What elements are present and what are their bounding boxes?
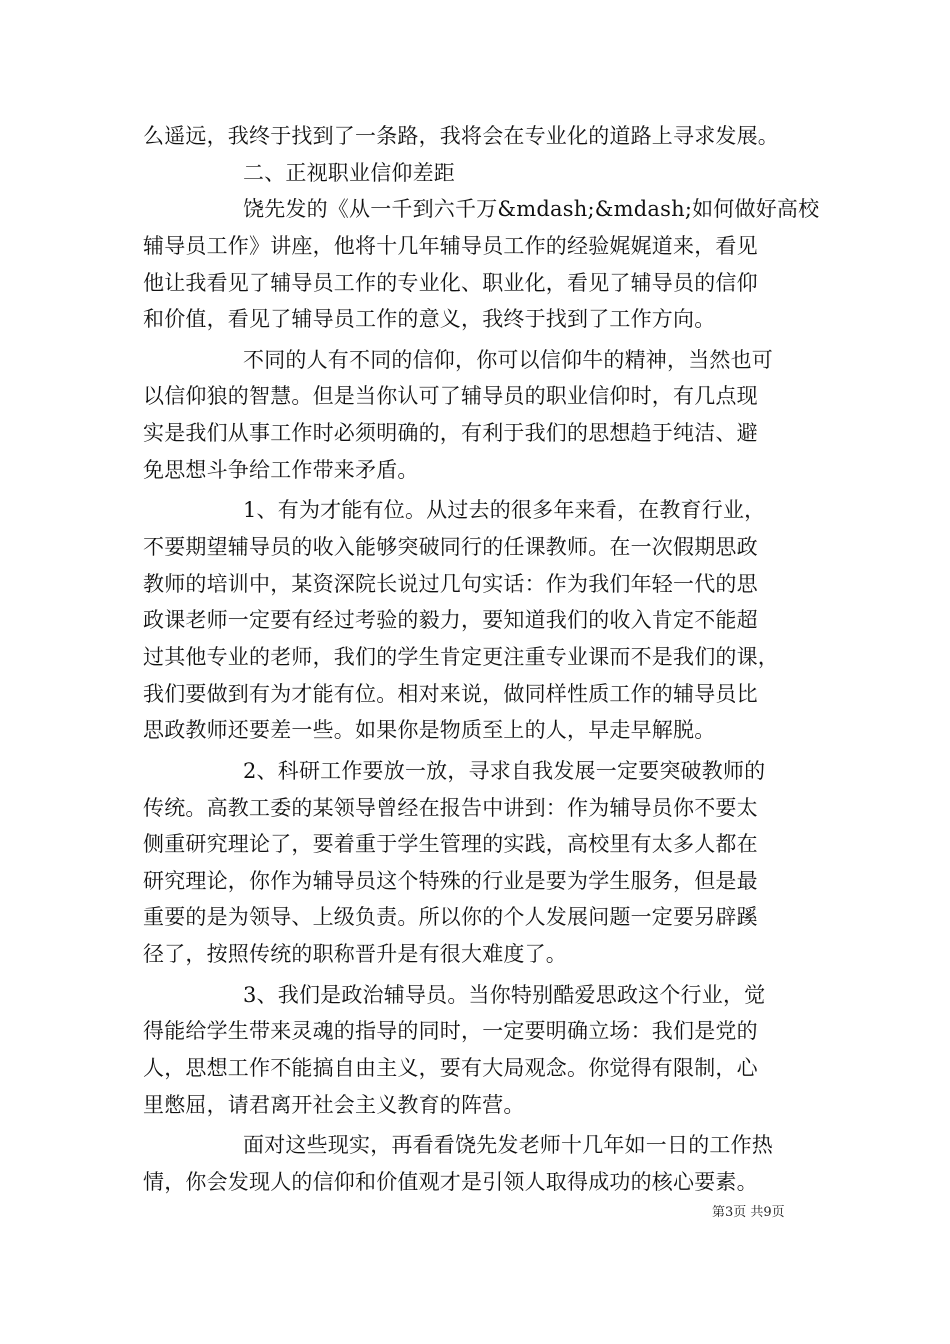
text-line: 么遥远，我终于找到了一条路，我将会在专业化的道路上寻求发展。 xyxy=(143,124,779,148)
text-line: 1、有为才能有位。从过去的很多年来看，在教育行业， xyxy=(243,498,766,523)
text-line: 思政教师还要差一些。如果你是物质至上的人，早走早解脱。 xyxy=(143,718,716,743)
text-line: 径了，按照传统的职称晋升是有很大难度了。 xyxy=(143,942,567,967)
text-line: 2、科研工作要放一放，寻求自我发展一定要突破教师的 xyxy=(243,758,766,783)
text-line: 侧重研究理论了，要着重于学生管理的实践，高校里有太多人都在 xyxy=(143,832,758,857)
text-line: 实是我们从事工作时必须明确的，有利于我们的思想趋于纯洁、避 xyxy=(143,421,758,446)
document-body xyxy=(143,118,820,1201)
text-line: 重要的是为领导、上级负责。所以你的个人发展问题一定要另辟蹊 xyxy=(143,905,758,930)
text-line: 情，你会发现人的信仰和价值观才是引领人取得成功的核心要素。 xyxy=(143,1169,758,1194)
text-line: 里憋屈，请君离开社会主义教育的阵营。 xyxy=(143,1092,525,1117)
text-line: 3、我们是政治辅导员。当你特别酷爱思政这个行业，觉 xyxy=(243,982,766,1007)
text-line: 不要期望辅导员的收入能够突破同行的任课教师。在一次假期思政 xyxy=(143,535,758,560)
page-number-footer: 第3页 共9页 xyxy=(712,1205,785,1220)
text-line: 我们要做到有为才能有位。相对来说，做同样性质工作的辅导员比 xyxy=(143,681,758,706)
text-line: 饶先发的《从一千到六千万&mdash;&mdash;如何做好高校 xyxy=(243,197,820,222)
text-line: 不同的人有不同的信仰，你可以信仰牛的精神，当然也可 xyxy=(243,347,773,372)
text-line: 得能给学生带来灵魂的指导的同时，一定要明确立场：我们是党的 xyxy=(143,1019,758,1044)
text-line: 免思想斗争给工作带来矛盾。 xyxy=(143,457,419,482)
text-line: 辅导员工作》讲座，他将十几年辅导员工作的经验娓娓道来，看见 xyxy=(143,233,758,258)
text-line: 他让我看见了辅导员工作的专业化、职业化，看见了辅导员的信仰 xyxy=(143,270,758,295)
text-line: 研究理论，你作为辅导员这个特殊的行业是要为学生服务，但是最 xyxy=(143,868,758,893)
text-line: 教师的培训中，某资深院长说过几句实话：作为我们年轻一代的思 xyxy=(143,571,758,596)
section-heading: 二、正视职业信仰差距 xyxy=(243,160,455,185)
text-line: 过其他专业的老师，我们的学生肯定更注重专业课而不是我们的课， xyxy=(143,644,779,669)
text-line: 面对这些现实，再看看饶先发老师十几年如一日的工作热 xyxy=(243,1133,773,1158)
text-line: 传统。高教工委的某领导曾经在报告中讲到：作为辅导员你不要太 xyxy=(143,795,758,820)
text-line: 政课老师一定要有经过考验的毅力，要知道我们的收入肯定不能超 xyxy=(143,608,758,633)
text-line: 和价值，看见了辅导员工作的意义，我终于找到了工作方向。 xyxy=(143,307,716,332)
text-line: 以信仰狼的智慧。但是当你认可了辅导员的职业信仰时，有几点现 xyxy=(143,384,758,409)
text-line: 人，思想工作不能搞自由主义，要有大局观念。你觉得有限制，心 xyxy=(143,1056,758,1081)
